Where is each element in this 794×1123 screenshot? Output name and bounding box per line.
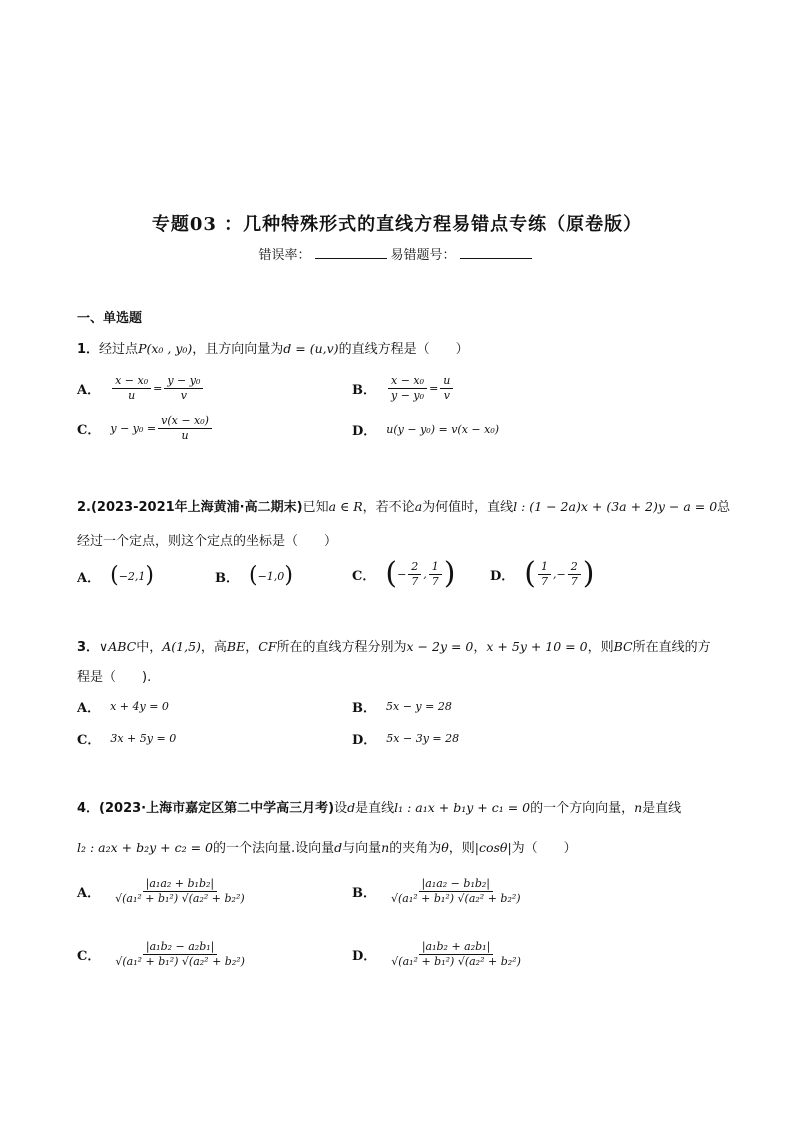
question-1-stem (77, 338, 469, 357)
option-label: D． (352, 733, 377, 748)
denominator: 7 (570, 574, 578, 588)
math-expr: d (347, 800, 356, 815)
question-source: (2023·上海市嘉定区第二中学高三月考) (99, 801, 335, 816)
stem-text: 是直线 (355, 801, 395, 816)
math-expr: d (334, 840, 343, 855)
math-expr: 3x + 5y = 0 (110, 732, 177, 745)
math-expr: d = (u,v) (283, 341, 339, 356)
option-4c[interactable] (77, 940, 250, 969)
math-expr: CF (258, 639, 277, 654)
math-expr: A(1,5) (162, 639, 201, 654)
denominator: √(a₁² + b₁²) √(a₂² + b₂²) (115, 892, 245, 905)
question-2-stem (77, 496, 730, 515)
option-label: B． (352, 886, 376, 901)
option-1b[interactable]: B． $\frac{\text{x − x₀}}{\text{y − y₀}}$ = $\frac{u}{v}$ (352, 374, 455, 403)
math-expr: BE (226, 639, 246, 654)
numerator: 2 (568, 560, 581, 575)
math-expr: x + 4y = 0 (110, 700, 169, 713)
wrong-numbers-label: 易错题号： (390, 248, 456, 263)
stem-text: 与向量 (342, 841, 382, 856)
stem-text: 所在的直线方程分别为 (276, 640, 407, 655)
numerator: u (440, 374, 453, 389)
option-4b[interactable] (352, 877, 526, 906)
numerator: x − x₀ (388, 374, 427, 389)
math-expr: 5x − 3y = 28 (386, 732, 460, 745)
stem-text: ，高 (200, 640, 227, 655)
page-title: 专题03 ：几种特殊形式的直线方程易错点专练（原卷版） (151, 214, 643, 235)
option-2c[interactable]: C． ( − $\frac{2}{7}$ , $\frac{1}{7}$ ) (352, 556, 456, 591)
fraction (112, 940, 248, 969)
fraction (112, 877, 248, 906)
option-label: C． (77, 423, 101, 438)
math-sign: − (397, 567, 407, 581)
denominator: √(a₁² + b₁²) √(a₂² + b₂²) (391, 955, 521, 968)
math-expr: −1,0 (257, 569, 285, 583)
fraction (158, 414, 212, 443)
stem-text: 所在直线的方 (632, 640, 711, 655)
fraction (388, 940, 524, 969)
math-expr: x + 5y + 10 = 0 (486, 639, 588, 654)
stem-text: ，则 (587, 640, 614, 655)
question-2-stem-line2: 经过一个定点，则这个定点的坐标是（ ） (77, 534, 338, 549)
denominator: 7 (411, 574, 419, 588)
math-sign: − (556, 567, 566, 581)
math-expr: θ (441, 840, 449, 855)
question-4-stem (77, 797, 681, 816)
math-expr: P(x₀ , y₀) (138, 341, 193, 356)
numerator: 1 (429, 560, 442, 575)
fraction (388, 877, 524, 906)
stem-text: ， (473, 640, 487, 655)
fraction (388, 374, 427, 403)
option-1c[interactable] (77, 414, 214, 443)
question-number: 1． (77, 342, 100, 357)
option-label: D． (352, 949, 377, 964)
section-title: 一、单选题 (77, 311, 143, 326)
denominator: u (128, 389, 136, 402)
option-2b[interactable]: B． ( −1,0 ) (215, 563, 293, 588)
math-expr: −2,1 (118, 569, 146, 583)
option-label: B． (352, 383, 376, 398)
stem-text: 为（ ） (511, 841, 577, 856)
wrong-numbers-blank[interactable] (460, 246, 532, 259)
math-expr: a (414, 499, 423, 514)
fraction (164, 374, 203, 403)
stem-text: 已知 (302, 500, 329, 515)
stem-text: 的直线方程是（ ） (338, 342, 469, 357)
numerator: v(x − x₀) (158, 414, 212, 429)
denominator: √(a₁² + b₁²) √(a₂² + b₂²) (115, 955, 245, 968)
stem-text: 的夹角为 (389, 841, 442, 856)
question-number: 4． (77, 801, 100, 816)
stem-text: ，则 (448, 841, 475, 856)
option-3a[interactable] (77, 697, 169, 716)
question-source: (2023-2021年上海黄浦·高二期末) (90, 500, 303, 515)
math-expr: ∨ABC (99, 639, 137, 654)
stem-text: ，且方向向量为 (192, 342, 284, 357)
option-label: D． (490, 568, 515, 584)
option-label: D． (352, 424, 377, 439)
math-expr: a ∈ R (328, 499, 363, 514)
numerator: 2 (408, 560, 421, 575)
fraction (440, 374, 453, 403)
score-line (0, 244, 794, 263)
numerator: 1 (538, 560, 551, 575)
denominator: √(a₁² + b₁²) √(a₂² + b₂²) (391, 892, 521, 905)
stem-text: ，若不论 (362, 500, 415, 515)
stem-text: 的一个方向向量， (530, 801, 635, 816)
stem-text: 是直线 (642, 801, 682, 816)
fraction (538, 560, 551, 589)
error-rate-label: 错误率： (258, 248, 311, 263)
math-expr: l₁ : a₁x + b₁y + c₁ = 0 (394, 800, 531, 815)
option-label: C． (77, 949, 101, 964)
denominator: 7 (541, 574, 548, 588)
denominator: u (181, 429, 189, 442)
denominator: y − y₀ (391, 389, 425, 402)
stem-text: 中， (136, 640, 163, 655)
math-expr: n (381, 840, 390, 855)
math-expr: BC (613, 639, 633, 654)
math-expr: |cosθ| (474, 840, 512, 855)
math-expr: 5x − y = 28 (386, 700, 452, 713)
math-expr: u(y − y₀) = v(x − x₀) (386, 423, 500, 436)
option-label: A． (77, 886, 101, 901)
numerator: |a₁a₂ − b₁b₂| (419, 877, 493, 892)
stem-text: 的一个法向量.设向量 (212, 841, 335, 856)
option-4a[interactable] (77, 877, 250, 906)
option-label: A． (77, 701, 101, 716)
option-2d[interactable]: D． ( $\frac{1}{7}$ , − $\frac{2}{7}$ ) (490, 556, 595, 591)
question-number: 2. (77, 500, 91, 515)
option-label: A． (77, 383, 101, 398)
option-label: B． (215, 570, 239, 586)
math-expr: n (634, 800, 643, 815)
numerator: x − x₀ (112, 374, 151, 389)
math-expr: y − y₀ = (110, 422, 157, 435)
question-4-stem-line2 (77, 837, 577, 856)
numerator: |a₁b₂ − a₂b₁| (143, 940, 217, 955)
numerator: |a₁a₂ + b₁b₂| (143, 877, 217, 892)
numerator: y − y₀ (164, 374, 203, 389)
option-2a[interactable]: A． ( −2,1 ) (77, 563, 154, 588)
math-expr: x − 2y = 0 (406, 639, 474, 654)
math-expr: l₂ : a₂x + b₂y + c₂ = 0 (77, 840, 213, 855)
stem-text: 为何值时，直线 (422, 500, 514, 515)
question-3-stem-line2: 程是（ ). (77, 670, 152, 685)
error-rate-blank[interactable] (315, 246, 387, 259)
option-label: C． (352, 568, 376, 584)
denominator: v (180, 389, 187, 402)
fraction (568, 560, 581, 589)
option-1a[interactable]: A． $\frac{\text{x − x₀}}{u}$ = $\frac{\text{y − y₀}}{v}$ (77, 374, 205, 403)
option-4d[interactable] (352, 940, 526, 969)
numerator: |a₁b₂ + a₂b₁| (419, 940, 493, 955)
option-3b[interactable] (352, 697, 452, 716)
option-1d[interactable] (352, 420, 499, 439)
option-label: C． (77, 733, 101, 748)
fraction (429, 560, 442, 589)
fraction (112, 374, 151, 403)
denominator: v (443, 389, 450, 402)
option-3d[interactable] (352, 729, 459, 748)
stem-text: 经过点 (99, 342, 139, 357)
stem-text: ， (245, 640, 259, 655)
option-label: A． (77, 570, 101, 586)
stem-text: 总 (717, 500, 731, 515)
option-3c[interactable] (77, 729, 176, 748)
question-number: 3． (77, 640, 100, 655)
fraction (408, 560, 421, 589)
question-3-stem (77, 636, 711, 655)
stem-text: 设 (334, 801, 348, 816)
option-label: B． (352, 701, 376, 716)
denominator: 7 (431, 574, 439, 588)
math-expr: l : (1 − 2a)x + (3a + 2)y − a = 0 (513, 499, 718, 514)
